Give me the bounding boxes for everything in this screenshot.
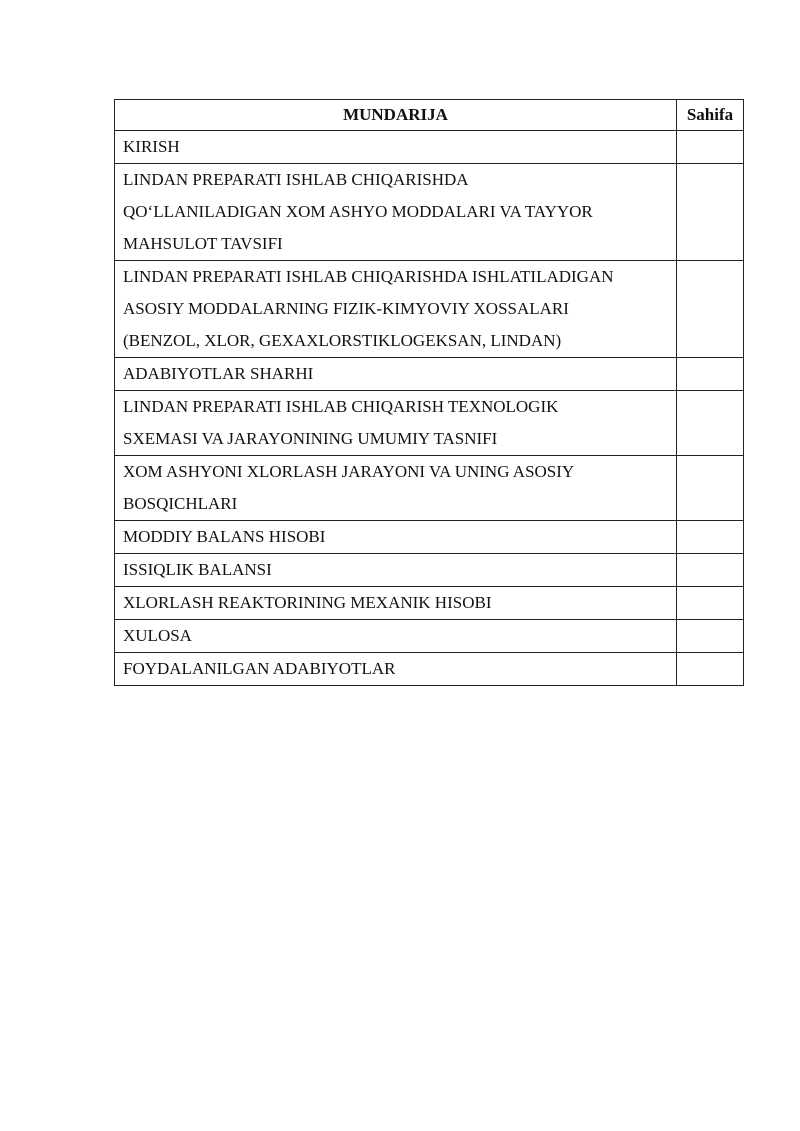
toc-row bbox=[115, 391, 744, 456]
toc-row bbox=[115, 521, 744, 554]
toc-row-title: ISSIQLIK BALANSI bbox=[115, 554, 677, 587]
toc-row bbox=[115, 164, 744, 261]
toc-row bbox=[115, 554, 744, 587]
table-of-contents bbox=[114, 99, 744, 686]
toc-row-title: LINDAN PREPARATI ISHLAB CHIQARISHDA ISHLATILADIGAN ASOSIY MODDALARNING FIZIK-KIMYOVIY XOSSALARI (BENZOL, XLOR, GEXAXLORSTIKLOGEKSAN, LINDAN) bbox=[115, 261, 677, 358]
toc-row-page bbox=[677, 587, 744, 620]
toc-row-title: KIRISH bbox=[115, 131, 677, 164]
toc-row-page bbox=[677, 456, 744, 521]
toc-row bbox=[115, 653, 744, 686]
toc-row-page bbox=[677, 653, 744, 686]
toc-row-title: FOYDALANILGAN ADABIYOTLAR bbox=[115, 653, 677, 686]
toc-row bbox=[115, 587, 744, 620]
toc-header-row bbox=[115, 100, 744, 131]
toc-row bbox=[115, 131, 744, 164]
toc-row-title: ADABIYOTLAR SHARHI bbox=[115, 358, 677, 391]
toc-row-title: XULOSA bbox=[115, 620, 677, 653]
toc-row bbox=[115, 261, 744, 358]
toc-row bbox=[115, 620, 744, 653]
toc-row-page bbox=[677, 521, 744, 554]
toc-row-title: XOM ASHYONI XLORLASH JARAYONI VA UNING ASOSIY BOSQICHLARI bbox=[115, 456, 677, 521]
toc-row-page bbox=[677, 391, 744, 456]
toc-row bbox=[115, 456, 744, 521]
toc-row-page bbox=[677, 131, 744, 164]
toc-row-page bbox=[677, 164, 744, 261]
toc-row-title: LINDAN PREPARATI ISHLAB CHIQARISH TEXNOLOGIK SXEMASI VA JARAYONINING UMUMIY TASNIFI bbox=[115, 391, 677, 456]
toc-row-title: MODDIY BALANS HISOBI bbox=[115, 521, 677, 554]
toc-row-page bbox=[677, 261, 744, 358]
toc-row-title: XLORLASH REAKTORINING MEXANIK HISOBI bbox=[115, 587, 677, 620]
toc-header-title: MUNDARIJA bbox=[115, 100, 677, 131]
toc-row bbox=[115, 358, 744, 391]
toc-row-page bbox=[677, 554, 744, 587]
toc-header-page: Sahifa bbox=[677, 100, 744, 131]
toc-row-page bbox=[677, 620, 744, 653]
toc-row-page bbox=[677, 358, 744, 391]
toc-row-title: LINDAN PREPARATI ISHLAB CHIQARISHDA QO‘LLANILADIGAN XOM ASHYO MODDALARI VA TAYYOR MAHSULOT TAVSIFI bbox=[115, 164, 677, 261]
